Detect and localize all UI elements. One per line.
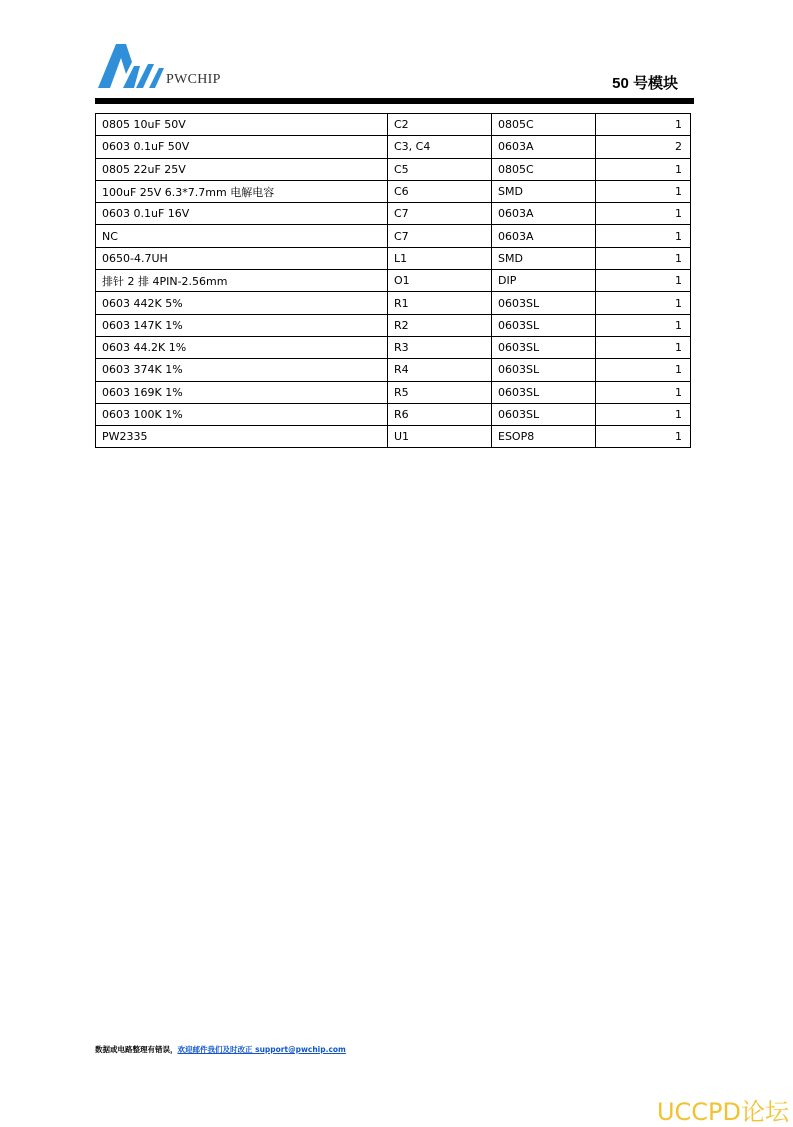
cell-value: PW2335: [96, 426, 388, 448]
table-row: [96, 114, 691, 136]
cell-ref: C5: [388, 158, 492, 180]
cell-qty: 1: [596, 359, 691, 381]
cell-package: 0603SL: [492, 381, 596, 403]
cell-qty: 1: [596, 270, 691, 292]
cell-package: DIP: [492, 270, 596, 292]
cell-value: 0603 169K 1%: [96, 381, 388, 403]
cell-package: 0603SL: [492, 359, 596, 381]
cell-qty: 1: [596, 203, 691, 225]
cell-qty: 1: [596, 158, 691, 180]
pwchip-logo-icon: [96, 38, 166, 90]
cell-ref: C2: [388, 114, 492, 136]
table-row: [96, 247, 691, 269]
bom-table-body: [96, 114, 691, 448]
footer-note: [95, 1044, 346, 1055]
cell-ref: O1: [388, 270, 492, 292]
cell-package: 0805C: [492, 158, 596, 180]
cell-qty: 1: [596, 381, 691, 403]
cell-ref: R3: [388, 336, 492, 358]
cell-qty: 1: [596, 225, 691, 247]
table-row: [96, 314, 691, 336]
module-title: 50 号模块: [612, 75, 678, 92]
header-rule: [95, 98, 694, 104]
table-row: [96, 203, 691, 225]
cell-package: 0603A: [492, 203, 596, 225]
cell-ref: R2: [388, 314, 492, 336]
cell-ref: R6: [388, 403, 492, 425]
cell-ref: R1: [388, 292, 492, 314]
cell-qty: 1: [596, 403, 691, 425]
cell-value: 0650-4.7UH: [96, 247, 388, 269]
cell-ref: C3, C4: [388, 136, 492, 158]
cell-qty: 1: [596, 180, 691, 202]
cell-ref: C7: [388, 203, 492, 225]
cell-ref: R5: [388, 381, 492, 403]
cell-qty: 1: [596, 314, 691, 336]
table-row: [96, 292, 691, 314]
cell-package: 0603SL: [492, 403, 596, 425]
table-row: [96, 158, 691, 180]
cell-package: SMD: [492, 180, 596, 202]
support-email-link[interactable]: 欢迎邮件我们及时改正 support@pwchip.com: [177, 1045, 346, 1054]
cell-package: 0603SL: [492, 336, 596, 358]
cell-value: 100uF 25V 6.3*7.7mm 电解电容: [96, 180, 388, 202]
cell-qty: 1: [596, 336, 691, 358]
table-row: [96, 359, 691, 381]
table-row: [96, 336, 691, 358]
table-row: [96, 136, 691, 158]
footer-text: 数据或电路整理有错误，: [95, 1045, 178, 1054]
cell-qty: 1: [596, 114, 691, 136]
cell-ref: C7: [388, 225, 492, 247]
brand-name: PWCHIP: [166, 72, 221, 87]
cell-value: 0603 374K 1%: [96, 359, 388, 381]
cell-package: 0805C: [492, 114, 596, 136]
cell-qty: 1: [596, 426, 691, 448]
cell-package: ESOP8: [492, 426, 596, 448]
cell-ref: L1: [388, 247, 492, 269]
table-row: [96, 270, 691, 292]
cell-qty: 1: [596, 292, 691, 314]
cell-value: NC: [96, 225, 388, 247]
watermark: UCCPD论坛: [656, 1098, 789, 1126]
cell-package: 0603A: [492, 225, 596, 247]
cell-package: 0603SL: [492, 314, 596, 336]
cell-value: 0603 0.1uF 50V: [96, 136, 388, 158]
table-row: [96, 180, 691, 202]
cell-value: 0603 442K 5%: [96, 292, 388, 314]
cell-value: 排针 2 排 4PIN-2.56mm: [96, 270, 388, 292]
table-row: [96, 381, 691, 403]
cell-package: 0603SL: [492, 292, 596, 314]
cell-value: 0805 10uF 50V: [96, 114, 388, 136]
table-row: [96, 426, 691, 448]
cell-qty: 2: [596, 136, 691, 158]
cell-package: SMD: [492, 247, 596, 269]
cell-ref: R4: [388, 359, 492, 381]
bom-table: [95, 113, 691, 448]
cell-value: 0603 147K 1%: [96, 314, 388, 336]
cell-value: 0805 22uF 25V: [96, 158, 388, 180]
cell-value: 0603 44.2K 1%: [96, 336, 388, 358]
table-row: [96, 403, 691, 425]
cell-ref: C6: [388, 180, 492, 202]
cell-value: 0603 0.1uF 16V: [96, 203, 388, 225]
cell-package: 0603A: [492, 136, 596, 158]
table-row: [96, 225, 691, 247]
cell-ref: U1: [388, 426, 492, 448]
cell-qty: 1: [596, 247, 691, 269]
cell-value: 0603 100K 1%: [96, 403, 388, 425]
